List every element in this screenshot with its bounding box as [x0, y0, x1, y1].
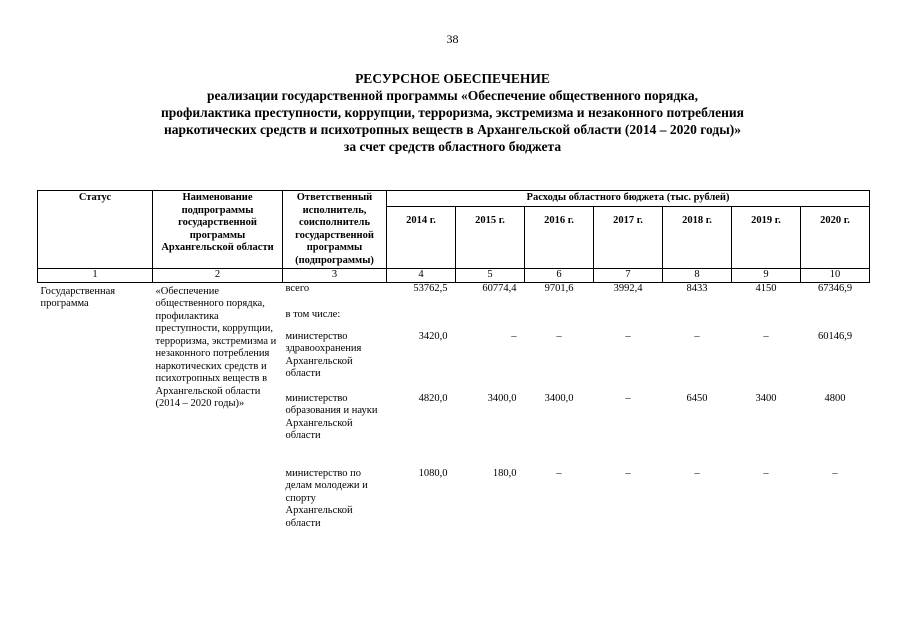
- amount-cell: –: [556, 330, 562, 342]
- amount-cell: 3420,0: [418, 330, 448, 342]
- title-line-4: наркотических средств и психотропных веществ в Архангельской области (2014 – 2020 годы)»: [164, 122, 741, 137]
- header-year: 2017 г.: [594, 207, 663, 269]
- amount-cell: –: [625, 330, 631, 342]
- title-line-5: за счет средств областного бюджета: [343, 139, 562, 154]
- responsible-cell: министерство по делам молодежи и спорту Архангельской области: [285, 467, 368, 529]
- amount-cell: 60774,4: [482, 282, 517, 294]
- amount-cell: [594, 309, 663, 331]
- responsible-cell: в том числе:: [285, 308, 341, 320]
- amount-cell: 67346,9: [817, 282, 853, 294]
- column-number: 1: [38, 269, 153, 283]
- header-name: Наименование подпрограммы государственной программы Архангельской области: [153, 191, 283, 269]
- title-line-1: РЕСУРСНОЕ ОБЕСПЕЧЕНИЕ: [355, 71, 550, 86]
- amount-cell: 9701,6: [544, 282, 574, 294]
- responsible-cell: министерство здравоохранения Архангельской области: [285, 330, 362, 379]
- title-line-2: реализации государственной программы «Обеспечение общественного порядка,: [206, 88, 699, 103]
- column-number: 9: [732, 269, 801, 283]
- amount-cell: –: [556, 467, 562, 479]
- page-number: 38: [446, 32, 459, 46]
- amount-cell: 3400,0: [487, 392, 517, 404]
- responsible-cell: министерство образования и науки Архангельской области: [285, 392, 378, 441]
- amount-cell: [387, 309, 456, 331]
- header-year: 2015 г.: [456, 207, 525, 269]
- column-number: 6: [525, 269, 594, 283]
- header-status: Статус: [38, 191, 153, 269]
- amount-cell: –: [625, 392, 631, 404]
- amount-cell: –: [694, 467, 700, 479]
- amount-cell: 8433: [686, 282, 708, 294]
- amount-cell: –: [511, 330, 517, 342]
- amount-cell: –: [763, 467, 769, 479]
- header-responsible: Ответственный исполнитель, соисполнитель государственной программы (подпрограммы): [283, 191, 387, 269]
- amount-cell: 180,0: [492, 467, 517, 479]
- amount-cell: 3400,0: [544, 392, 574, 404]
- program-name-cell: «Обеспечение общественного порядка, профилактика преступности, коррупции, терроризма, экстремизма и незаконного потребления наркотических средств и психотропных веществ в Архангельской области (2014 – 2020 годы)»: [155, 285, 277, 409]
- amount-cell: [732, 309, 801, 331]
- column-number: 8: [663, 269, 732, 283]
- amount-cell: 4150: [755, 282, 777, 294]
- amount-cell: [456, 309, 525, 331]
- header-expenses: Расходы областного бюджета (тыс. рублей): [387, 191, 870, 207]
- amount-cell: 4800: [824, 392, 846, 404]
- amount-cell: 1080,0: [418, 467, 448, 479]
- title-line-3: профилактика преступности, коррупции, терроризма, экстремизма и незаконного потребления: [161, 105, 744, 120]
- amount-cell: –: [763, 330, 769, 342]
- amount-cell: 3400: [755, 392, 777, 404]
- amount-cell: [801, 309, 870, 331]
- amount-cell: –: [694, 330, 700, 342]
- amount-cell: 60146,9: [817, 330, 853, 342]
- table-row: [38, 282, 870, 309]
- column-number: 4: [387, 269, 456, 283]
- status-cell: Государственная программа: [40, 285, 116, 309]
- header-year: 2018 г.: [663, 207, 732, 269]
- resource-table: [37, 190, 870, 548]
- column-number: 2: [153, 269, 283, 283]
- column-number: 3: [283, 269, 387, 283]
- header-year: 2020 г.: [801, 207, 870, 269]
- column-number: 7: [594, 269, 663, 283]
- header-year: 2019 г.: [732, 207, 801, 269]
- document-title: [0, 70, 905, 155]
- header-year: 2014 г.: [387, 207, 456, 269]
- amount-cell: 4820,0: [418, 392, 448, 404]
- amount-cell: 6450: [686, 392, 708, 404]
- amount-cell: [663, 309, 732, 331]
- amount-cell: 53762,5: [413, 282, 448, 294]
- amount-cell: [525, 309, 594, 331]
- amount-cell: 3992,4: [613, 282, 643, 294]
- responsible-cell: всего: [285, 282, 310, 294]
- amount-cell: –: [832, 467, 838, 479]
- column-number: 5: [456, 269, 525, 283]
- column-number: 10: [801, 269, 870, 283]
- amount-cell: –: [625, 467, 631, 479]
- header-year: 2016 г.: [525, 207, 594, 269]
- column-number-row: [38, 269, 870, 283]
